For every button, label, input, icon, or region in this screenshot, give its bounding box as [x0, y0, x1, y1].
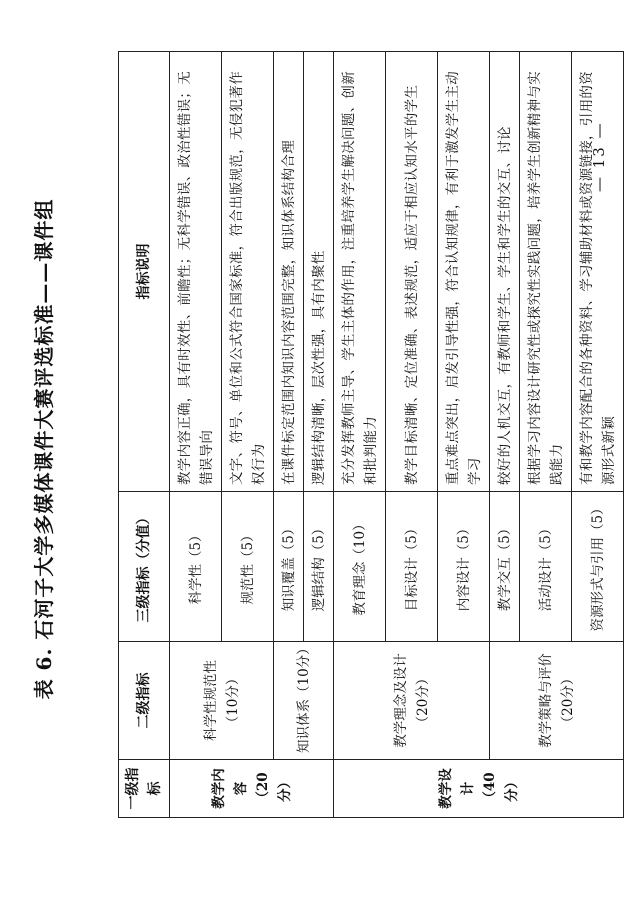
level3-cell: 逻辑结构（5）	[304, 492, 334, 642]
desc-cell: 较好的人机交互，有教师和学生、学生和学生的交互、讨论	[490, 52, 520, 492]
header-desc: 指标说明	[119, 52, 170, 492]
header-level3: 三级指标（分值）	[119, 492, 170, 642]
level3-cell: 内容设计（5）	[438, 492, 490, 642]
page-number: — 13 —	[590, 121, 608, 192]
table-row	[170, 52, 222, 818]
header-level1: 一级指标	[119, 760, 170, 818]
table-row	[274, 52, 304, 818]
level1-cell: 教学设计（40分）	[334, 760, 624, 818]
desc-cell: 逻辑结构清晰，层次性强，具有内聚性	[304, 52, 334, 492]
table-row	[334, 52, 386, 818]
level2-cell: 教学理念及设计（20分）	[334, 642, 490, 760]
level3-cell: 活动设计（5）	[520, 492, 572, 642]
desc-cell: 文字、符号、单位和公式符合国家标准，符合出版规范，无侵犯著作权行为	[222, 52, 274, 492]
desc-cell: 在课件标定范围内知识内容范围完整，知识体系结构合理	[274, 52, 304, 492]
criteria-table	[118, 51, 624, 818]
level2-cell: 科学性规范性（10分）	[170, 642, 274, 760]
level3-cell: 教育理念（10）	[334, 492, 386, 642]
level3-cell: 规范性（5）	[222, 492, 274, 642]
desc-cell: 充分发挥教师主导、学生主体的作用，注重培养学生解决问题、创新和批判能力	[334, 52, 386, 492]
desc-cell: 教学内容正确，具有时效性、前瞻性；无科学错误、政治性错误；无错误导向	[170, 52, 222, 492]
level3-cell: 知识覆盖（5）	[274, 492, 304, 642]
desc-cell: 有和教学内容配合的各种资料、学习辅助材料或资源链接，引用的资源形式新颖	[572, 52, 624, 492]
level2-cell: 知识体系（10分）	[274, 642, 334, 760]
desc-cell: 重点难点突出，启发引导性强，符合认知规律，有利于激发学生主动学习	[438, 52, 490, 492]
level3-cell: 资源形式与引用（5）	[572, 492, 624, 642]
level3-cell: 目标设计（5）	[386, 492, 438, 642]
header-level2: 二级指标	[119, 642, 170, 760]
desc-cell: 根据学习内容设计研究性或探究性实践问题，培养学生创新精神与实践能力	[520, 52, 572, 492]
desc-cell: 教学目标清晰、定位准确、表述规范，适应于相应认知水平的学生	[386, 52, 438, 492]
level1-cell: 教学内容（20分）	[170, 760, 334, 818]
level2-cell: 教学策略与评价（20分）	[490, 642, 624, 760]
page-title: 表 6. 石河子大学多媒体课件大赛评选标准——课件组	[32, 198, 56, 700]
table-row	[490, 52, 520, 818]
level3-cell: 教学交互（5）	[490, 492, 520, 642]
level3-cell: 科学性（5）	[170, 492, 222, 642]
table-header-row	[119, 52, 170, 818]
